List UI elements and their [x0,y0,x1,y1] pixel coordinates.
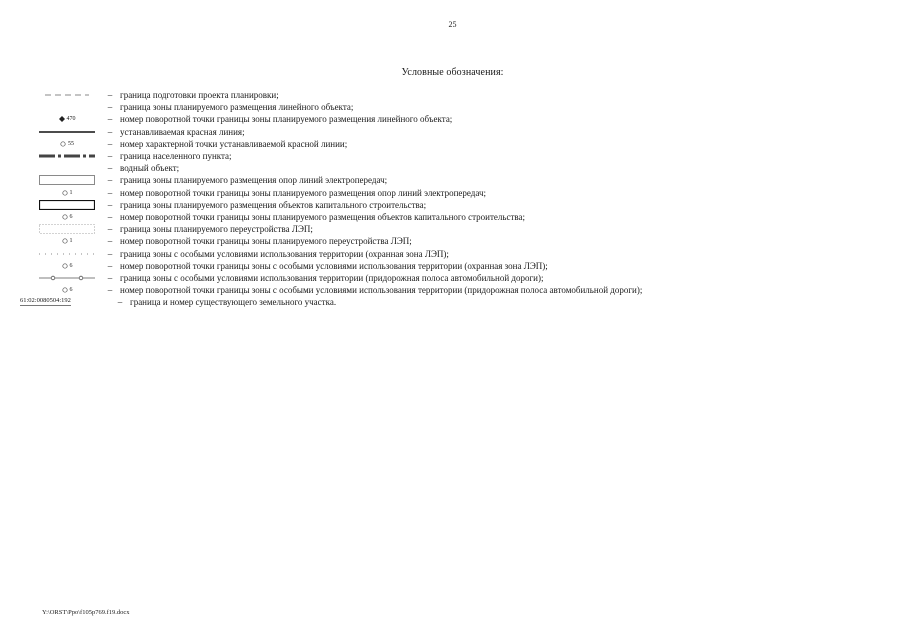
legend-dash: – [107,236,113,247]
legend-symbol-label: 6 [69,262,73,269]
legend-symbol-label: 470 [66,116,76,123]
legend-symbol-black-rectangle [34,199,100,211]
legend-item [34,247,642,259]
legend-dash: – [107,138,113,149]
legend-dash: – [107,187,113,198]
legend-description: граница населенного пункта; [120,151,232,162]
legend-item [34,89,642,101]
legend-dash: – [107,260,113,271]
legend-dash: – [107,248,113,259]
circle-point-icon [62,214,68,220]
legend-symbol-circle-point [34,284,100,296]
footer-file-path: Y:\ORST\Ppo\f105p769.f19.docx [42,609,130,616]
legend-description: устанавливаемая красная линия; [120,126,245,137]
circle-point-icon [62,190,68,196]
legend-description: номер поворотной точки границы зоны планируемого размещения опор линий электропередач; [120,187,487,198]
legend-item [34,211,642,223]
circle-point-icon [62,287,68,293]
legend-symbol-dotted-line [34,248,100,260]
legend-symbol-dashed-gray-line [34,89,100,101]
legend-symbol-diamond-point [34,113,100,125]
legend-dash: – [107,224,113,235]
legend-description: граница зоны планируемого размещения линейного объекта; [120,102,354,113]
legend-symbol-label: 55 [68,140,74,147]
legend-symbol-label: 1 [69,238,73,245]
legend-symbol-solid-black-line [34,126,100,138]
legend-description: водный объект; [120,163,180,174]
legend-item [34,150,642,162]
legend-symbol-label: 6 [69,287,73,294]
legend-description: номер поворотной точки границы зоны планируемого переустройства ЛЭП; [120,236,412,247]
legend-item [34,187,642,199]
legend-description: граница зоны планируемого переустройства ЛЭП; [120,224,313,235]
legend-item [34,138,642,150]
legend-dash: – [107,114,113,125]
legend-description: граница зоны планируемого размещения объектов капитального строительства; [120,199,427,210]
circle-point-icon [62,238,68,244]
legend-description: номер поворотной точки границы зоны планируемого размещения объектов капитального строительства; [120,211,526,222]
legend-dash: – [107,102,113,113]
legend-item [34,162,642,174]
legend-dash: – [107,272,113,283]
legend-symbol-parcel-number [10,296,110,308]
legend-description: граница зоны с особыми условиями использования территории (охранная зона ЛЭП); [120,248,449,259]
legend-description: номер поворотной точки границы зоны с особыми условиями использования территории (придорожная полоса автомобильной дороги); [120,285,643,296]
legend-symbol-circle-point [34,187,100,199]
legend-description: граница подготовки проекта планировки; [120,90,279,101]
legend-description: номер поворотной точки границы зоны с особыми условиями использования территории (охранная зона ЛЭП); [120,260,548,271]
legend-item [34,199,642,211]
legend-symbol-none [34,162,100,174]
legend-description: граница зоны планируемого размещения опор линий электропередач; [120,175,388,186]
legend-symbol-circle-point [34,235,100,247]
page-number: 25 [448,20,457,29]
legend-dash: – [107,175,113,186]
legend-item [34,113,642,125]
legend-dash: – [107,199,113,210]
legend-title: Условные обозначения: [401,67,504,78]
legend-dash: – [107,151,113,162]
legend-item [34,223,642,235]
legend-symbol-none [34,101,100,113]
legend-symbol-gray-rectangle [34,174,100,186]
legend-item [34,174,642,186]
legend-dash: – [107,163,113,174]
legend-symbol-label: 6 [69,213,73,220]
legend-item [34,284,642,296]
legend-symbol-dotted-rectangle [34,223,100,235]
legend-item [34,272,642,284]
legend-dash: – [107,90,113,101]
legend-symbol-line-with-circles [34,272,100,284]
legend-list [20,89,643,308]
circle-point-icon [60,141,66,147]
legend-item [34,126,642,138]
legend-symbol-thick-dash-dot-line [34,150,100,162]
legend-description: граница зоны с особыми условиями использования территории (придорожная полоса автомобильной дороги); [120,272,544,283]
parcel-number-label: 61:02:0080504:192 [20,297,71,305]
legend-description: номер характерной точки устанавливаемой красной линии; [120,138,348,149]
legend-symbol-circle-point [34,211,100,223]
legend-symbol-circle-point [34,260,100,272]
legend-item [34,235,642,247]
legend-description: номер поворотной точки границы зоны планируемого размещения линейного объекта; [120,114,453,125]
legend-description: граница и номер существующего земельного участка. [130,297,337,308]
legend-symbol-circle-point [34,138,100,150]
legend-dash: – [107,285,113,296]
diamond-point-icon [59,116,65,122]
legend-symbol-label: 1 [69,189,73,196]
legend-item [34,260,642,272]
legend-dash: – [117,297,123,308]
legend-item [34,101,642,113]
circle-point-icon [62,263,68,269]
legend-item [20,296,642,308]
legend-dash: – [107,126,113,137]
legend-dash: – [107,211,113,222]
